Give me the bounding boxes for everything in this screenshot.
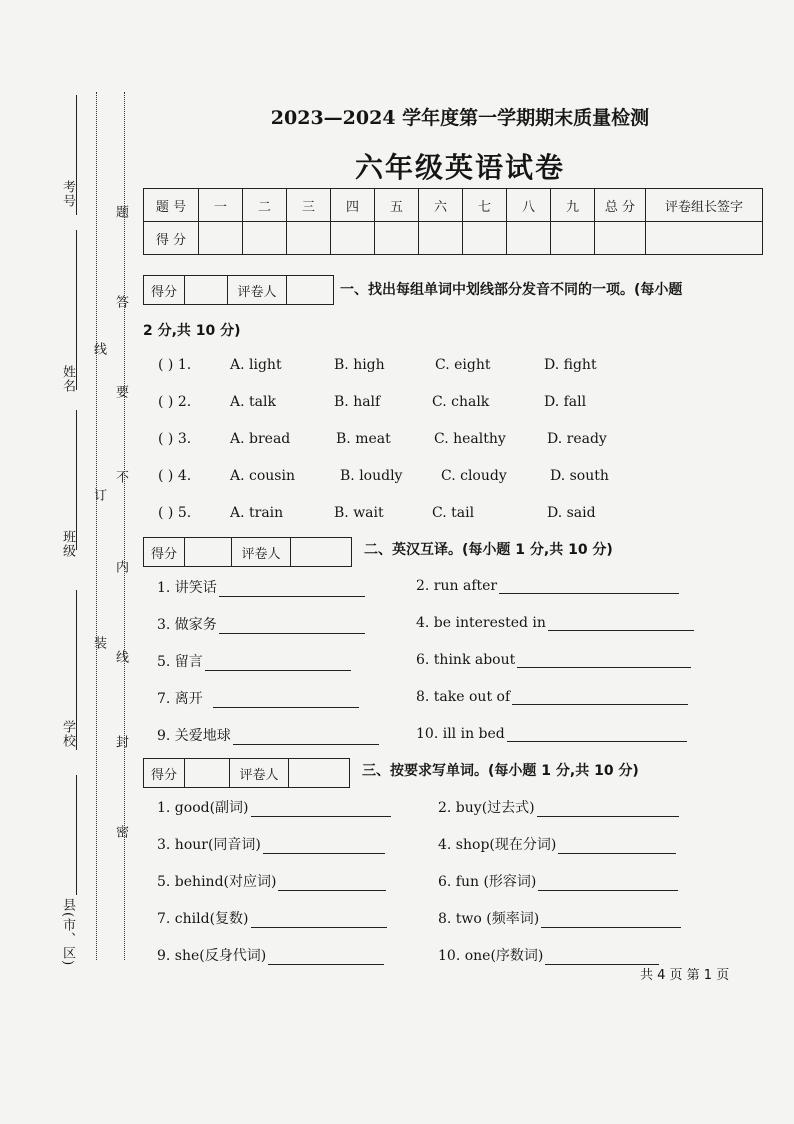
item-prompt: 6. fun (形容词) [438, 874, 537, 890]
item-prompt: 1. good(副词) [157, 800, 249, 816]
grade-box [143, 758, 350, 788]
section3-heading: 三、按要求写单词。(每小题 1 分,共 10 分) [362, 763, 639, 779]
score-table-cell: 题 号 [144, 189, 199, 222]
question-row [158, 357, 597, 373]
seal-line-word: 装 [91, 636, 106, 649]
item-prompt: 3. hour(同音词) [157, 837, 261, 853]
section1-heading: 一、找出每组单词中划线部分发音不同的一项。(每小题 [340, 282, 683, 298]
score-table-cell: 六 [419, 189, 463, 222]
question-row [158, 505, 596, 521]
score-table-cell: 二 [243, 189, 287, 222]
answer-blank[interactable] [213, 691, 359, 708]
answer-blank[interactable] [541, 911, 681, 928]
question-number: ( ) 3. [158, 431, 192, 447]
translation-item [157, 725, 379, 745]
answer-blank[interactable] [517, 651, 691, 668]
school-label: 学校 [60, 720, 75, 748]
seal-char: 内 [113, 560, 128, 573]
option-d: D. ready [547, 431, 607, 447]
word-form-item [438, 908, 681, 928]
exam-number-fill [76, 95, 77, 215]
word-form-item [438, 797, 679, 817]
answer-blank[interactable] [263, 837, 385, 854]
seal-line-dotted [96, 92, 97, 960]
score-table-score-row [144, 222, 763, 255]
option-d: D. south [550, 468, 609, 484]
name-fill [76, 230, 77, 390]
question-number: ( ) 2. [158, 394, 192, 410]
translation-item [416, 651, 691, 668]
answer-blank[interactable] [558, 837, 676, 854]
section2-heading: 二、英汉互译。(每小题 1 分,共 10 分) [364, 542, 613, 558]
item-prompt: 4. be interested in [416, 615, 546, 631]
word-form-item [438, 945, 659, 965]
grade-box-score-field[interactable] [185, 759, 230, 787]
grade-box-grader-field[interactable] [287, 276, 333, 304]
grade-box-score-label: 得分 [144, 276, 185, 304]
word-form-item [157, 797, 391, 817]
option-b: B. meat [336, 431, 391, 447]
seal-char: 线 [113, 650, 128, 663]
option-c: C. chalk [432, 394, 490, 410]
word-form-item [438, 871, 678, 891]
option-d: D. fight [544, 357, 597, 373]
option-c: C. tail [432, 505, 475, 521]
item-prompt: 2. run after [416, 578, 498, 594]
answer-blank[interactable] [538, 874, 678, 891]
item-prompt: 1. 讲笑话 [157, 580, 217, 596]
option-a: A. cousin [230, 468, 295, 484]
item-prompt: 10. ill in bed [416, 726, 505, 742]
translation-item [416, 688, 688, 705]
grade-box-grader-field[interactable] [289, 759, 349, 787]
option-a: A. light [230, 357, 282, 373]
score-table-cell: 七 [463, 189, 507, 222]
score-table-cell: 五 [375, 189, 419, 222]
translation-item [157, 651, 351, 671]
seal-char: 密 [113, 825, 128, 838]
grade-box-score-label: 得分 [144, 759, 185, 787]
item-prompt: 5. 留言 [157, 654, 203, 670]
score-cell-9[interactable] [551, 222, 595, 255]
answer-blank[interactable] [233, 728, 379, 745]
seal-line-word: 线 [91, 342, 106, 355]
county-fill [76, 775, 77, 895]
grade-box-score-field[interactable] [185, 276, 228, 304]
option-c: C. healthy [434, 431, 506, 447]
answer-blank[interactable] [537, 800, 679, 817]
word-form-item [157, 908, 387, 928]
exam-title: 2023—2024 学年度第一学期期末质量检测 [270, 107, 650, 129]
seal-char: 不 [113, 470, 128, 483]
grade-box-grader-field[interactable] [291, 538, 351, 566]
score-cell-3[interactable] [287, 222, 331, 255]
seal-char: 封 [113, 735, 128, 748]
answer-blank[interactable] [499, 577, 679, 594]
word-form-item [157, 834, 385, 854]
score-table-cell: 四 [331, 189, 375, 222]
option-d: D. fall [544, 394, 587, 410]
score-table-cell: 九 [551, 189, 595, 222]
section1-heading-cont: 2 分,共 10 分) [143, 323, 241, 339]
school-fill [76, 590, 77, 750]
translation-item [416, 577, 679, 594]
question-number: ( ) 4. [158, 468, 192, 484]
class-fill [76, 410, 77, 550]
seal-line-word: 订 [91, 488, 106, 501]
option-c: C. cloudy [441, 468, 507, 484]
option-b: B. loudly [340, 468, 403, 484]
seal-char: 答 [113, 295, 128, 308]
grade-box-score-field[interactable] [185, 538, 232, 566]
translation-item [157, 688, 359, 708]
option-d: D. said [547, 505, 596, 521]
page-number: 共 4 页 第 1 页 [640, 968, 730, 983]
exam-number-label: 考号 [60, 180, 75, 208]
question-number: ( ) 5. [158, 505, 192, 521]
word-form-item [157, 871, 386, 891]
translation-item [157, 577, 365, 597]
grade-box [143, 537, 352, 567]
answer-blank[interactable] [205, 654, 351, 671]
question-row [158, 468, 609, 484]
option-b: B. half [334, 394, 381, 410]
word-form-item [157, 945, 384, 965]
answer-blank[interactable] [512, 688, 688, 705]
item-prompt: 10. one(序数词) [438, 948, 544, 964]
item-prompt: 8. take out of [416, 689, 511, 705]
item-prompt: 9. 关爱地球 [157, 728, 231, 744]
signature-cell[interactable] [646, 222, 763, 255]
name-label: 姓名 [60, 365, 75, 393]
item-prompt: 4. shop(现在分词) [438, 837, 557, 853]
grade-box [143, 275, 334, 305]
grade-box-grader-label: 评卷人 [232, 538, 291, 566]
answer-blank[interactable] [268, 948, 384, 965]
item-prompt: 7. 离开 [157, 691, 203, 707]
question-row [158, 431, 607, 447]
score-table-cell: 三 [287, 189, 331, 222]
item-prompt: 2. buy(过去式) [438, 800, 535, 816]
exam-subtitle: 六年级英语试卷 [354, 151, 565, 184]
answer-blank[interactable] [219, 617, 365, 634]
answer-blank[interactable] [278, 874, 386, 891]
score-cell-2[interactable] [243, 222, 287, 255]
county-label: 县(市、区) [60, 898, 75, 967]
answer-blank[interactable] [507, 725, 687, 742]
item-prompt: 6. think about [416, 652, 516, 668]
option-a: A. train [230, 505, 284, 521]
item-prompt: 7. child(复数) [157, 911, 249, 927]
question-row [158, 394, 587, 410]
item-prompt: 8. two (频率词) [438, 911, 540, 927]
answer-blank[interactable] [545, 948, 659, 965]
score-table-cell: 总 分 [595, 189, 646, 222]
answer-blank[interactable] [219, 580, 365, 597]
question-number: ( ) 1. [158, 357, 192, 373]
score-table-cell: 八 [507, 189, 551, 222]
score-table-header-row [144, 189, 763, 222]
option-a: A. talk [230, 394, 276, 410]
option-b: B. wait [334, 505, 384, 521]
option-c: C. eight [435, 357, 491, 373]
score-table [143, 188, 763, 255]
item-prompt: 5. behind(对应词) [157, 874, 277, 890]
score-cell-5[interactable] [375, 222, 419, 255]
answer-blank[interactable] [251, 800, 391, 817]
option-a: A. bread [230, 431, 291, 447]
word-form-item [438, 834, 676, 854]
class-label: 班级 [60, 530, 75, 558]
seal-char: 要 [113, 385, 128, 398]
grade-box-grader-label: 评卷人 [228, 276, 287, 304]
score-table-cell: 一 [199, 189, 243, 222]
item-prompt: 9. she(反身代词) [157, 948, 267, 964]
score-cell-total[interactable] [595, 222, 646, 255]
score-cell-1[interactable] [199, 222, 243, 255]
option-b: B. high [334, 357, 385, 373]
score-cell-8[interactable] [507, 222, 551, 255]
grade-box-grader-label: 评卷人 [230, 759, 289, 787]
answer-blank[interactable] [251, 911, 387, 928]
item-prompt: 3. 做家务 [157, 617, 217, 633]
translation-item [157, 614, 365, 634]
score-cell-7[interactable] [463, 222, 507, 255]
answer-blank[interactable] [548, 614, 694, 631]
score-table-cell: 评卷组长签字 [646, 189, 763, 222]
seal-char: 题 [113, 205, 128, 218]
score-cell-4[interactable] [331, 222, 375, 255]
score-table-cell: 得 分 [144, 222, 199, 255]
translation-item [416, 614, 694, 631]
score-cell-6[interactable] [419, 222, 463, 255]
grade-box-score-label: 得分 [144, 538, 185, 566]
translation-item [416, 725, 687, 742]
